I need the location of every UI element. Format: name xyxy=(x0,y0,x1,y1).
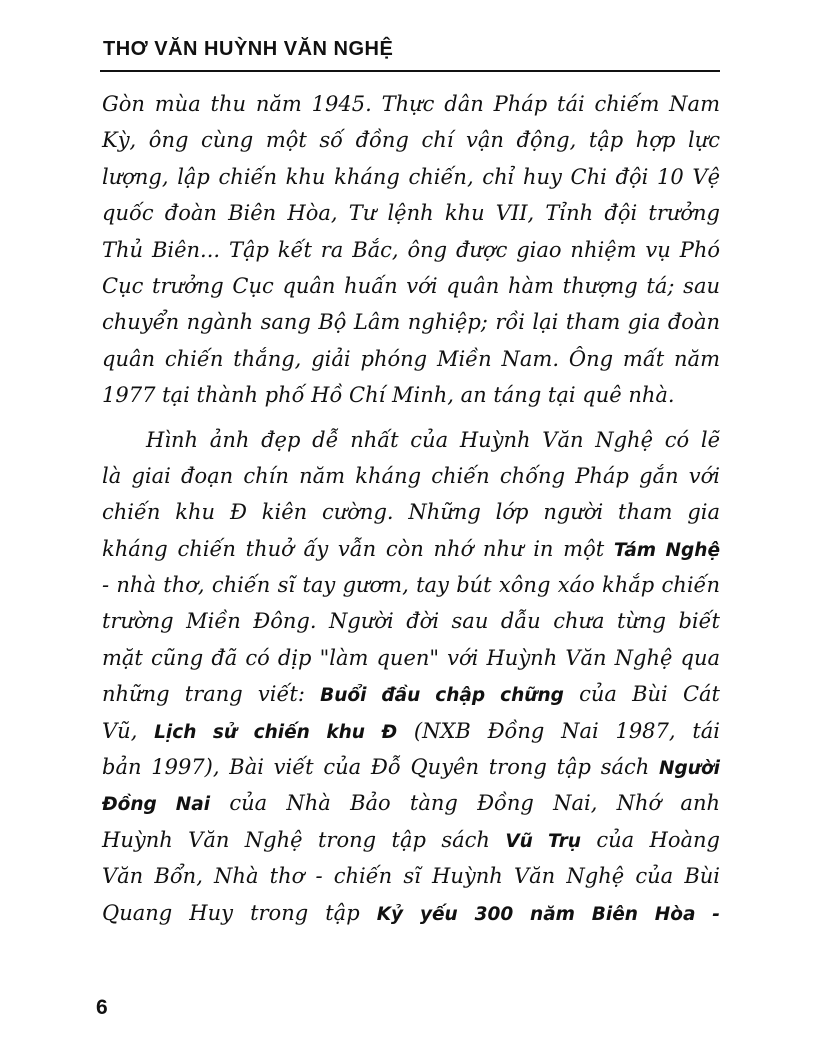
paragraph-gap xyxy=(102,414,720,422)
text-run: Vũ, xyxy=(102,718,155,743)
text-run: (NXB Đồng Nai 1987, tái xyxy=(397,718,721,743)
text-line xyxy=(102,531,720,567)
text-line xyxy=(102,785,720,821)
text-line: mặt cũng đã có dịp "làm quen" với Huỳnh Văn Nghệ qua xyxy=(102,645,720,670)
text-run: Huỳnh Văn Nghệ trong tập sách xyxy=(102,827,506,852)
text-line xyxy=(102,676,720,712)
text-run: bản 1997), Bài viết của Đỗ Quyên trong tập sách xyxy=(102,755,660,780)
paragraph-2 xyxy=(102,422,720,931)
text-line: lượng, lập chiến khu kháng chiến, chỉ huy Chi đội 10 Vệ xyxy=(102,164,720,189)
header-rule xyxy=(100,70,720,72)
bold-title: Đồng Nai xyxy=(102,794,211,816)
text-run: kháng chiến thuở ấy vẫn còn nhớ như in một xyxy=(102,536,614,561)
text-line: - nhà thơ, chiến sĩ tay gươm, tay bút xông xáo khắp chiến xyxy=(102,573,720,598)
text-line xyxy=(102,713,720,749)
text-run: những trang viết: xyxy=(102,682,321,707)
text-line: là giai đoạn chín năm kháng chiến chống Pháp gắn với xyxy=(102,463,720,488)
text-line: Kỳ, ông cùng một số đồng chí vận động, tập hợp lực xyxy=(102,128,720,153)
text-line: Hình ảnh đẹp dễ nhất của Huỳnh Văn Nghệ có lẽ xyxy=(146,427,720,452)
text-line: trường Miền Đông. Người đời sau dẫu chưa từng biết xyxy=(102,609,720,634)
bold-title: Vũ Trụ xyxy=(505,830,581,852)
text-line xyxy=(102,749,720,785)
page-number: 6 xyxy=(96,996,108,1019)
running-header: THƠ VĂN HUỲNH VĂN NGHỆ xyxy=(103,38,394,60)
text-line: Cục trưởng Cục quân huấn với quân hàm thượng tá; sau xyxy=(102,273,720,298)
text-line: Thủ Biên... Tập kết ra Bắc, ông được giao nhiệm vụ Phó xyxy=(102,237,720,262)
text-line: chuyển ngành sang Bộ Lâm nghiệp; rồi lại tham gia đoàn xyxy=(102,310,720,335)
text-run: Quang Huy trong tập xyxy=(102,900,377,925)
text-line: quốc đoàn Biên Hòa, Tư lệnh khu VII, Tỉnh đội trưởng xyxy=(102,201,720,226)
paragraph-1 xyxy=(102,86,720,414)
bold-title: Tám Nghệ xyxy=(613,539,720,561)
text-run: của Nhà Bảo tàng Đồng Nai, Nhớ anh xyxy=(210,791,720,816)
text-line: quân chiến thắng, giải phóng Miền Nam. Ông mất năm xyxy=(102,346,720,371)
text-line xyxy=(102,895,720,931)
body-text xyxy=(102,86,720,931)
text-line: 1977 tại thành phố Hồ Chí Minh, an táng tại quê nhà. xyxy=(102,383,675,408)
bold-title: Kỷ yếu 300 năm Biên Hòa - xyxy=(376,903,720,925)
bold-title: Người xyxy=(659,758,720,780)
text-line: chiến khu Đ kiên cường. Những lớp người tham gia xyxy=(102,500,720,525)
bold-title: Lịch sử chiến khu Đ xyxy=(154,721,398,743)
text-line: Gòn mùa thu năm 1945. Thực dân Pháp tái chiếm Nam xyxy=(102,92,720,116)
text-run: của Hoàng xyxy=(580,827,721,852)
bold-title: Buổi đầu chập chững xyxy=(320,685,564,707)
text-line: Văn Bổn, Nhà thơ - chiến sĩ Huỳnh Văn Nghệ của Bùi xyxy=(102,864,720,889)
text-run: của Bùi Cát xyxy=(563,682,720,707)
text-line xyxy=(102,822,720,858)
